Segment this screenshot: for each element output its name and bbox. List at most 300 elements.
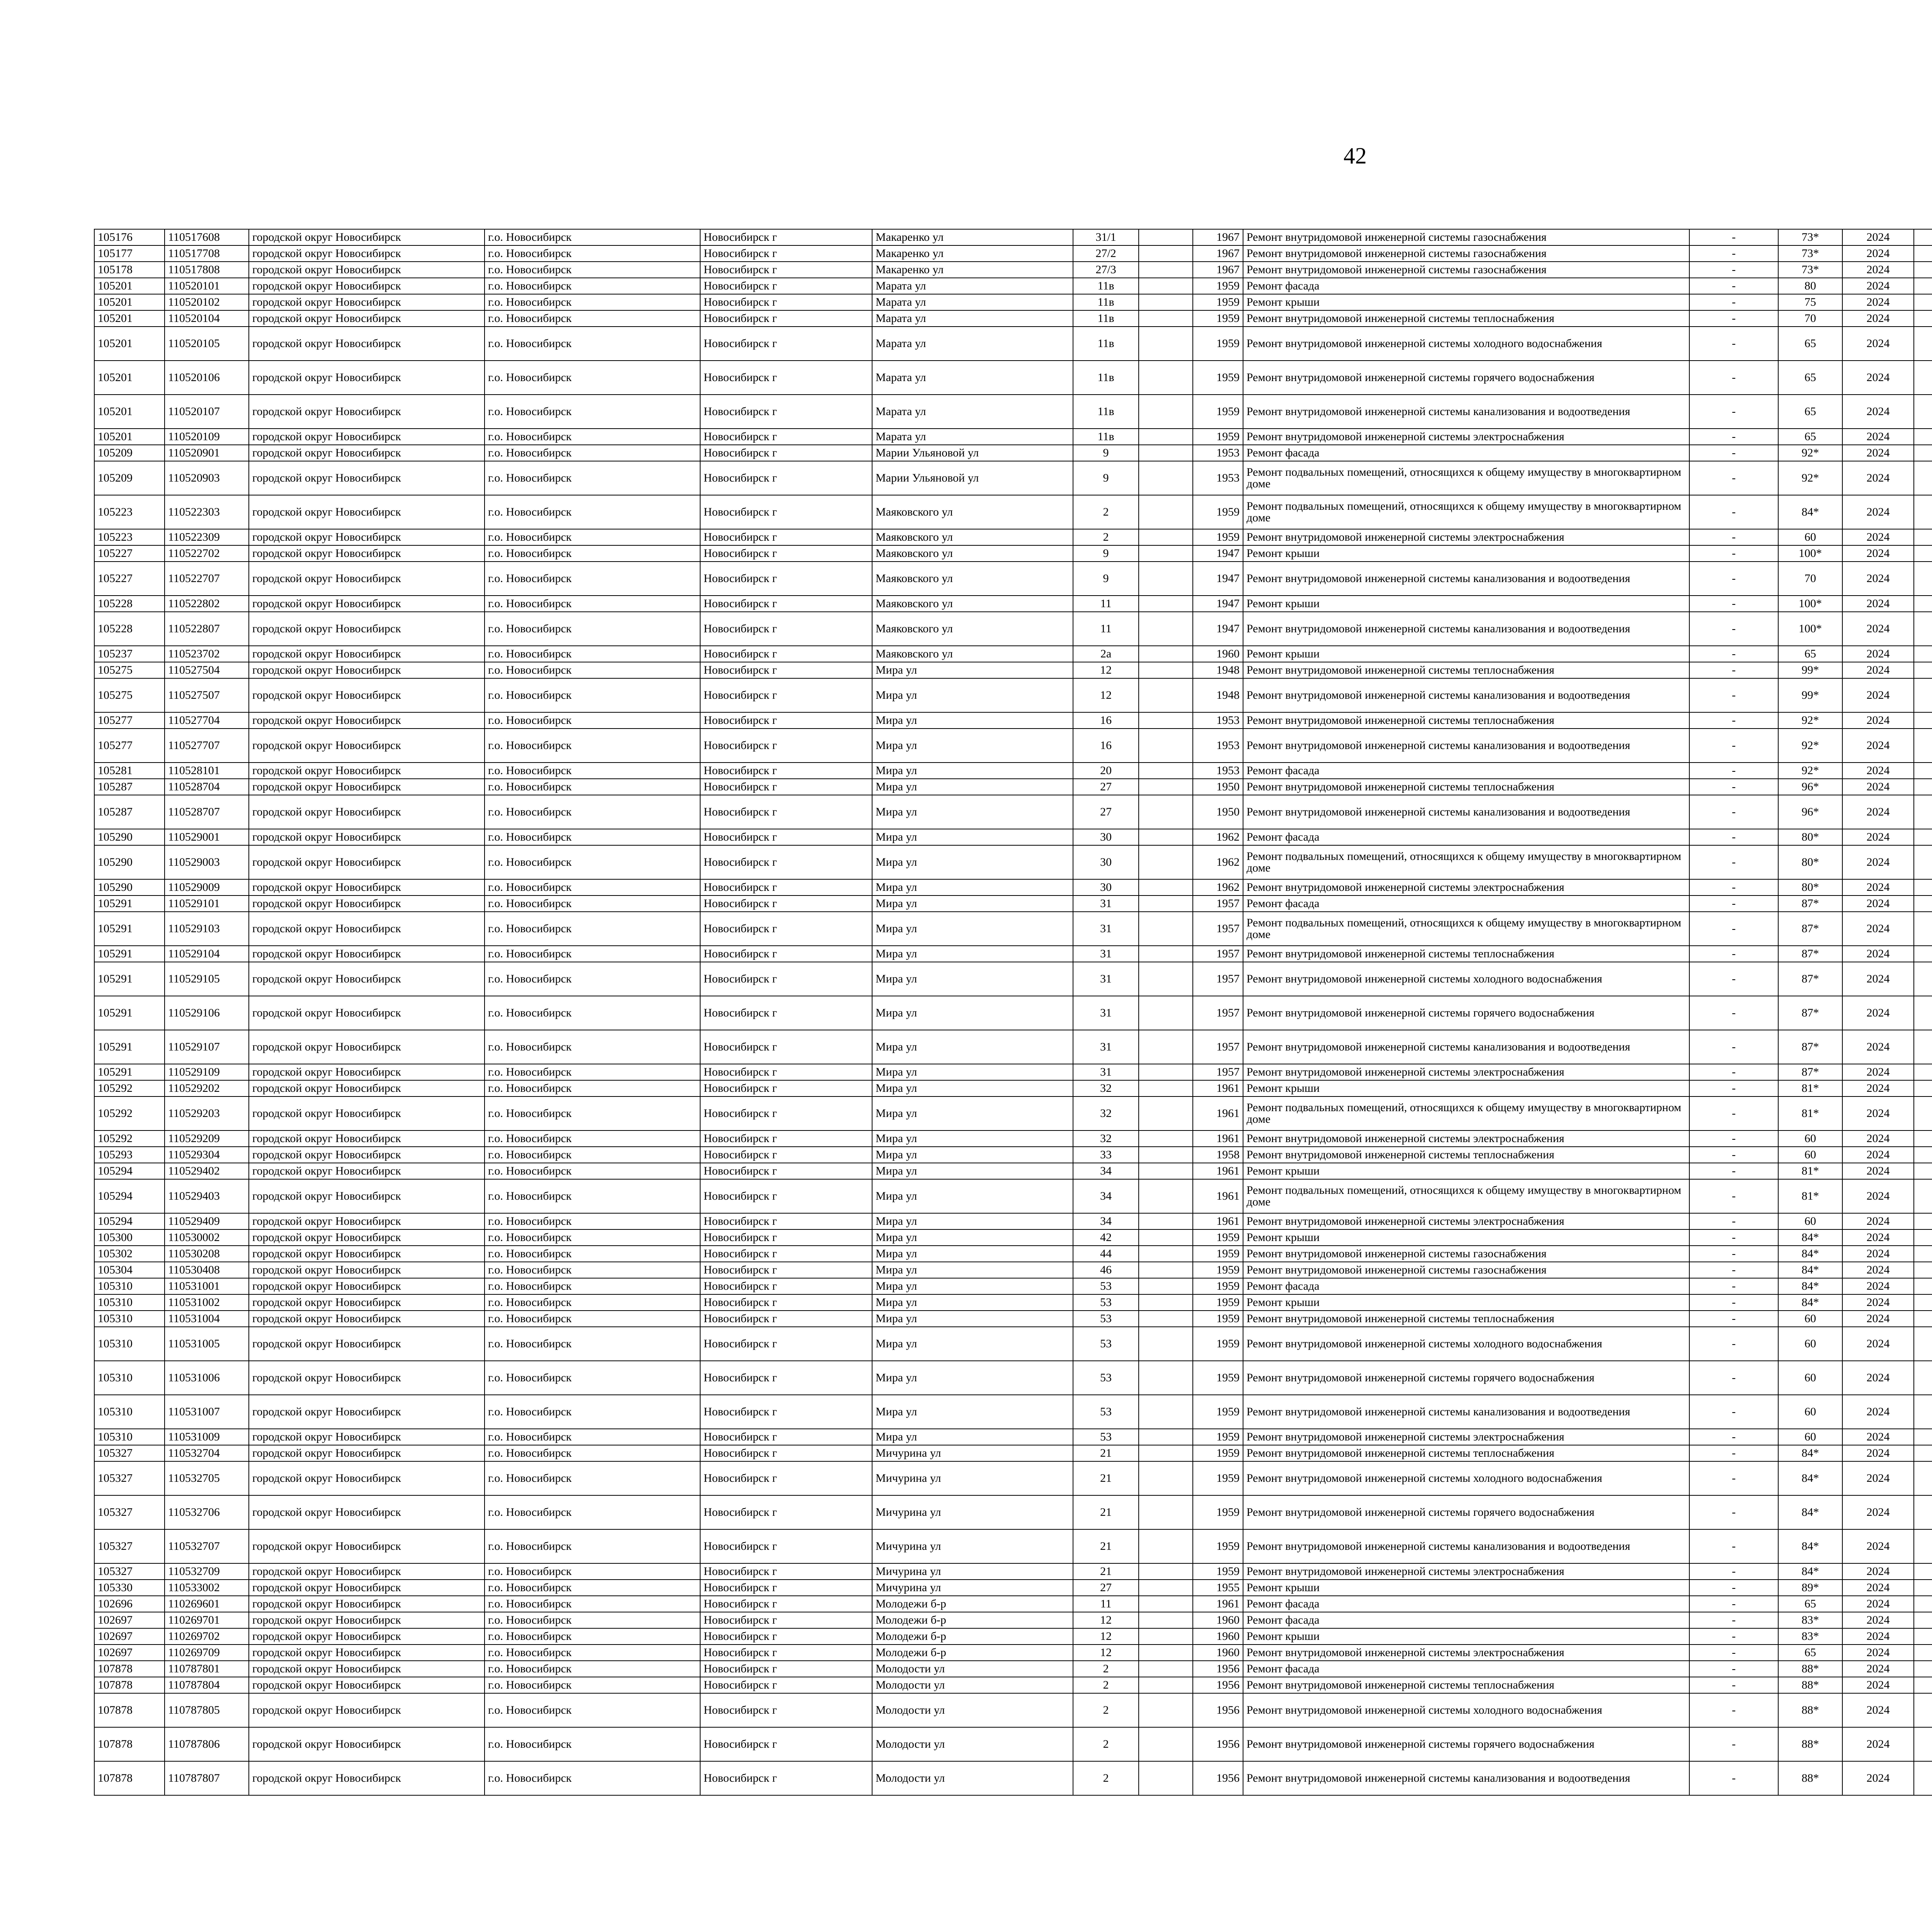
work-type-cell: Ремонт фасада	[1243, 445, 1689, 461]
municipality-cell: г.о. Новосибирск	[485, 1596, 700, 1612]
work-id-cell: 110529009	[165, 879, 249, 896]
municipal-district-cell: городской округ Новосибирск	[249, 795, 485, 829]
wear-percent-cell: 65	[1778, 361, 1842, 395]
house-id-cell: 105291	[94, 946, 165, 962]
municipal-district-cell: городской округ Новосибирск	[249, 1727, 485, 1761]
building-cell	[1139, 845, 1193, 879]
municipal-district-cell: городской округ Новосибирск	[249, 678, 485, 712]
municipal-district-cell: городской округ Новосибирск	[249, 1661, 485, 1677]
municipality-cell: г.о. Новосибирск	[485, 395, 700, 429]
end-year-cell	[1914, 612, 1932, 646]
extra-cell: -	[1689, 845, 1778, 879]
work-id-cell: 110529103	[165, 912, 249, 946]
street-cell: Мира ул	[872, 678, 1073, 712]
year-built-cell: 1947	[1193, 562, 1243, 596]
year-built-cell: 1959	[1193, 278, 1243, 294]
work-type-cell: Ремонт крыши	[1243, 294, 1689, 310]
house-id-cell: 105287	[94, 779, 165, 795]
street-cell: Мира ул	[872, 912, 1073, 946]
work-type-cell: Ремонт внутридомовой инженерной системы электроснабжения	[1243, 529, 1689, 545]
municipal-district-cell: городской округ Новосибирск	[249, 946, 485, 962]
municipality-cell: г.о. Новосибирск	[485, 1529, 700, 1563]
end-year-cell	[1914, 1563, 1932, 1580]
work-type-cell: Ремонт внутридомовой инженерной системы теплоснабжения	[1243, 1147, 1689, 1163]
work-id-cell: 110529402	[165, 1163, 249, 1179]
work-id-cell: 110520901	[165, 445, 249, 461]
street-cell: Мира ул	[872, 1130, 1073, 1147]
wear-percent-cell: 60	[1778, 1395, 1842, 1429]
municipal-district-cell: городской округ Новосибирск	[249, 1294, 485, 1311]
locality-cell: Новосибирск г	[700, 962, 872, 996]
municipal-district-cell: городской округ Новосибирск	[249, 294, 485, 310]
wear-percent-cell: 99*	[1778, 662, 1842, 678]
building-cell	[1139, 395, 1193, 429]
end-year-cell	[1914, 1596, 1932, 1612]
work-id-cell: 110529209	[165, 1130, 249, 1147]
year-built-cell: 1953	[1193, 763, 1243, 779]
house-id-cell: 107878	[94, 1693, 165, 1727]
end-year-cell	[1914, 1495, 1932, 1529]
municipal-district-cell: городской округ Новосибирск	[249, 829, 485, 845]
end-year-cell	[1914, 445, 1932, 461]
locality-cell: Новосибирск г	[700, 1361, 872, 1395]
building-cell	[1139, 1130, 1193, 1147]
municipal-district-cell: городской округ Новосибирск	[249, 1395, 485, 1429]
extra-cell: -	[1689, 1361, 1778, 1395]
start-year-cell: 2024	[1842, 1580, 1914, 1596]
street-cell: Мира ул	[872, 879, 1073, 896]
house-id-cell: 105327	[94, 1529, 165, 1563]
table-row	[94, 1030, 1932, 1064]
street-cell: Марата ул	[872, 429, 1073, 445]
street-cell: Маяковского ул	[872, 529, 1073, 545]
street-cell: Маяковского ул	[872, 646, 1073, 662]
municipality-cell: г.о. Новосибирск	[485, 229, 700, 245]
year-built-cell: 1948	[1193, 662, 1243, 678]
end-year-cell	[1914, 562, 1932, 596]
municipality-cell: г.о. Новосибирск	[485, 1693, 700, 1727]
wear-percent-cell: 84*	[1778, 1294, 1842, 1311]
locality-cell: Новосибирск г	[700, 1311, 872, 1327]
street-cell: Марии Ульяновой ул	[872, 445, 1073, 461]
end-year-cell	[1914, 310, 1932, 327]
house-number-cell: 31	[1073, 996, 1139, 1030]
wear-percent-cell: 80*	[1778, 879, 1842, 896]
building-cell	[1139, 1445, 1193, 1461]
extra-cell: -	[1689, 262, 1778, 278]
municipality-cell: г.о. Новосибирск	[485, 729, 700, 763]
house-number-cell: 9	[1073, 445, 1139, 461]
start-year-cell: 2024	[1842, 712, 1914, 729]
house-number-cell: 12	[1073, 1628, 1139, 1645]
end-year-cell	[1914, 1064, 1932, 1080]
work-id-cell: 110787801	[165, 1661, 249, 1677]
street-cell: Мира ул	[872, 996, 1073, 1030]
locality-cell: Новосибирск г	[700, 1179, 872, 1213]
municipal-district-cell: городской округ Новосибирск	[249, 712, 485, 729]
street-cell: Молодежи б-р	[872, 1628, 1073, 1645]
work-type-cell: Ремонт фасада	[1243, 763, 1689, 779]
house-number-cell: 31	[1073, 896, 1139, 912]
street-cell: Молодости ул	[872, 1761, 1073, 1795]
municipality-cell: г.о. Новосибирск	[485, 429, 700, 445]
start-year-cell: 2024	[1842, 1229, 1914, 1246]
house-id-cell: 105291	[94, 912, 165, 946]
locality-cell: Новосибирск г	[700, 1628, 872, 1645]
house-id-cell: 105223	[94, 529, 165, 545]
wear-percent-cell: 96*	[1778, 779, 1842, 795]
municipality-cell: г.о. Новосибирск	[485, 795, 700, 829]
work-type-cell: Ремонт внутридомовой инженерной системы горячего водоснабжения	[1243, 1495, 1689, 1529]
house-id-cell: 105281	[94, 763, 165, 779]
municipality-cell: г.о. Новосибирск	[485, 962, 700, 996]
extra-cell: -	[1689, 896, 1778, 912]
table-row	[94, 562, 1932, 596]
house-number-cell: 21	[1073, 1445, 1139, 1461]
house-number-cell: 53	[1073, 1395, 1139, 1429]
year-built-cell: 1967	[1193, 245, 1243, 262]
municipal-district-cell: городской округ Новосибирск	[249, 1030, 485, 1064]
year-built-cell: 1947	[1193, 612, 1243, 646]
wear-percent-cell: 100*	[1778, 545, 1842, 562]
locality-cell: Новосибирск г	[700, 245, 872, 262]
house-number-cell: 11в	[1073, 278, 1139, 294]
house-id-cell: 105310	[94, 1294, 165, 1311]
table-row	[94, 729, 1932, 763]
end-year-cell	[1914, 545, 1932, 562]
year-built-cell: 1958	[1193, 1147, 1243, 1163]
street-cell: Молодости ул	[872, 1693, 1073, 1727]
year-built-cell: 1959	[1193, 1461, 1243, 1495]
locality-cell: Новосибирск г	[700, 1080, 872, 1096]
locality-cell: Новосибирск г	[700, 1445, 872, 1461]
building-cell	[1139, 1361, 1193, 1395]
start-year-cell: 2024	[1842, 445, 1914, 461]
year-built-cell: 1950	[1193, 795, 1243, 829]
building-cell	[1139, 1727, 1193, 1761]
extra-cell: -	[1689, 1580, 1778, 1596]
work-type-cell: Ремонт внутридомовой инженерной системы холодного водоснабжения	[1243, 1327, 1689, 1361]
municipality-cell: г.о. Новосибирск	[485, 1612, 700, 1628]
street-cell: Марата ул	[872, 395, 1073, 429]
street-cell: Мира ул	[872, 1311, 1073, 1327]
house-number-cell: 34	[1073, 1163, 1139, 1179]
wear-percent-cell: 99*	[1778, 678, 1842, 712]
end-year-cell	[1914, 763, 1932, 779]
house-id-cell: 102697	[94, 1628, 165, 1645]
extra-cell: -	[1689, 395, 1778, 429]
work-id-cell: 110517808	[165, 262, 249, 278]
work-type-cell: Ремонт внутридомовой инженерной системы канализования и водоотведения	[1243, 1529, 1689, 1563]
end-year-cell	[1914, 896, 1932, 912]
end-year-cell	[1914, 879, 1932, 896]
locality-cell: Новосибирск г	[700, 461, 872, 495]
end-year-cell	[1914, 1147, 1932, 1163]
building-cell	[1139, 1096, 1193, 1130]
house-id-cell: 105294	[94, 1213, 165, 1229]
work-type-cell: Ремонт крыши	[1243, 1628, 1689, 1645]
work-id-cell: 110520104	[165, 310, 249, 327]
work-id-cell: 110517708	[165, 245, 249, 262]
house-id-cell: 105327	[94, 1495, 165, 1529]
year-built-cell: 1953	[1193, 712, 1243, 729]
house-id-cell: 105177	[94, 245, 165, 262]
house-number-cell: 21	[1073, 1563, 1139, 1580]
locality-cell: Новосибирск г	[700, 996, 872, 1030]
building-cell	[1139, 912, 1193, 946]
wear-percent-cell: 60	[1778, 529, 1842, 545]
table-row	[94, 1429, 1932, 1445]
work-type-cell: Ремонт внутридомовой инженерной системы горячего водоснабжения	[1243, 1361, 1689, 1395]
work-id-cell: 110531004	[165, 1311, 249, 1327]
extra-cell: -	[1689, 763, 1778, 779]
municipal-district-cell: городской округ Новосибирск	[249, 1311, 485, 1327]
house-id-cell: 105291	[94, 1030, 165, 1064]
locality-cell: Новосибирск г	[700, 395, 872, 429]
locality-cell: Новосибирск г	[700, 596, 872, 612]
end-year-cell	[1914, 946, 1932, 962]
end-year-cell	[1914, 1429, 1932, 1445]
work-type-cell: Ремонт внутридомовой инженерной системы электроснабжения	[1243, 1563, 1689, 1580]
work-id-cell: 110533002	[165, 1580, 249, 1596]
table-row	[94, 962, 1932, 996]
table-row	[94, 1361, 1932, 1395]
work-id-cell: 110520107	[165, 395, 249, 429]
table-row	[94, 795, 1932, 829]
extra-cell: -	[1689, 1278, 1778, 1294]
extra-cell: -	[1689, 712, 1778, 729]
extra-cell: -	[1689, 310, 1778, 327]
house-number-cell: 20	[1073, 763, 1139, 779]
municipal-district-cell: городской округ Новосибирск	[249, 596, 485, 612]
work-type-cell: Ремонт внутридомовой инженерной системы холодного водоснабжения	[1243, 327, 1689, 361]
locality-cell: Новосибирск г	[700, 879, 872, 896]
year-built-cell: 1957	[1193, 912, 1243, 946]
municipal-district-cell: городской округ Новосибирск	[249, 962, 485, 996]
start-year-cell: 2024	[1842, 294, 1914, 310]
work-type-cell: Ремонт внутридомовой инженерной системы газоснабжения	[1243, 245, 1689, 262]
end-year-cell	[1914, 429, 1932, 445]
house-number-cell: 2а	[1073, 646, 1139, 662]
house-number-cell: 32	[1073, 1080, 1139, 1096]
street-cell: Маяковского ул	[872, 612, 1073, 646]
start-year-cell: 2024	[1842, 1395, 1914, 1429]
start-year-cell: 2024	[1842, 495, 1914, 529]
wear-percent-cell: 60	[1778, 1361, 1842, 1395]
municipality-cell: г.о. Новосибирск	[485, 461, 700, 495]
table-row	[94, 262, 1932, 278]
extra-cell: -	[1689, 495, 1778, 529]
street-cell: Мичурина ул	[872, 1529, 1073, 1563]
house-id-cell: 105290	[94, 829, 165, 845]
locality-cell: Новосибирск г	[700, 1278, 872, 1294]
municipal-district-cell: городской округ Новосибирск	[249, 361, 485, 395]
street-cell: Марата ул	[872, 327, 1073, 361]
street-cell: Мира ул	[872, 1147, 1073, 1163]
building-cell	[1139, 1693, 1193, 1727]
municipal-district-cell: городской округ Новосибирск	[249, 1495, 485, 1529]
end-year-cell	[1914, 1262, 1932, 1278]
house-id-cell: 105228	[94, 612, 165, 646]
year-built-cell: 1959	[1193, 495, 1243, 529]
table-row	[94, 1064, 1932, 1080]
work-type-cell: Ремонт внутридомовой инженерной системы электроснабжения	[1243, 1429, 1689, 1445]
wear-percent-cell: 60	[1778, 1311, 1842, 1327]
building-cell	[1139, 1461, 1193, 1495]
building-cell	[1139, 1246, 1193, 1262]
wear-percent-cell: 87*	[1778, 912, 1842, 946]
work-type-cell: Ремонт внутридомовой инженерной системы канализования и водоотведения	[1243, 729, 1689, 763]
house-number-cell: 9	[1073, 545, 1139, 562]
house-id-cell: 105291	[94, 962, 165, 996]
street-cell: Молодежи б-р	[872, 1612, 1073, 1628]
year-built-cell: 1956	[1193, 1661, 1243, 1677]
building-cell	[1139, 1395, 1193, 1429]
extra-cell: -	[1689, 1563, 1778, 1580]
start-year-cell: 2024	[1842, 612, 1914, 646]
year-built-cell: 1961	[1193, 1130, 1243, 1147]
locality-cell: Новосибирск г	[700, 678, 872, 712]
municipality-cell: г.о. Новосибирск	[485, 1461, 700, 1495]
work-type-cell: Ремонт крыши	[1243, 545, 1689, 562]
street-cell: Мира ул	[872, 962, 1073, 996]
end-year-cell	[1914, 529, 1932, 545]
table-row	[94, 1529, 1932, 1563]
end-year-cell	[1914, 1628, 1932, 1645]
building-cell	[1139, 327, 1193, 361]
work-type-cell: Ремонт крыши	[1243, 1229, 1689, 1246]
municipal-district-cell: городской округ Новосибирск	[249, 662, 485, 678]
building-cell	[1139, 361, 1193, 395]
locality-cell: Новосибирск г	[700, 1030, 872, 1064]
end-year-cell	[1914, 278, 1932, 294]
table-row	[94, 310, 1932, 327]
municipality-cell: г.о. Новосибирск	[485, 763, 700, 779]
municipality-cell: г.о. Новосибирск	[485, 1213, 700, 1229]
locality-cell: Новосибирск г	[700, 912, 872, 946]
work-id-cell: 110529003	[165, 845, 249, 879]
end-year-cell	[1914, 829, 1932, 845]
municipal-district-cell: городской округ Новосибирск	[249, 1262, 485, 1278]
locality-cell: Новосибирск г	[700, 946, 872, 962]
house-id-cell: 105294	[94, 1179, 165, 1213]
house-number-cell: 2	[1073, 495, 1139, 529]
house-number-cell: 42	[1073, 1229, 1139, 1246]
year-built-cell: 1959	[1193, 361, 1243, 395]
year-built-cell: 1959	[1193, 429, 1243, 445]
house-id-cell: 107878	[94, 1761, 165, 1795]
house-id-cell: 105201	[94, 278, 165, 294]
work-id-cell: 110529001	[165, 829, 249, 845]
end-year-cell	[1914, 1461, 1932, 1495]
house-id-cell: 105310	[94, 1395, 165, 1429]
year-built-cell: 1959	[1193, 1262, 1243, 1278]
work-type-cell: Ремонт фасада	[1243, 896, 1689, 912]
municipality-cell: г.о. Новосибирск	[485, 1096, 700, 1130]
work-type-cell: Ремонт внутридомовой инженерной системы электроснабжения	[1243, 879, 1689, 896]
house-id-cell: 105291	[94, 996, 165, 1030]
street-cell: Марата ул	[872, 310, 1073, 327]
work-id-cell: 110520903	[165, 461, 249, 495]
locality-cell: Новосибирск г	[700, 1327, 872, 1361]
end-year-cell	[1914, 1761, 1932, 1795]
house-number-cell: 11в	[1073, 395, 1139, 429]
street-cell: Мира ул	[872, 1429, 1073, 1445]
locality-cell: Новосибирск г	[700, 445, 872, 461]
wear-percent-cell: 87*	[1778, 1064, 1842, 1080]
work-id-cell: 110529409	[165, 1213, 249, 1229]
table-row	[94, 1628, 1932, 1645]
work-type-cell: Ремонт внутридомовой инженерной системы газоснабжения	[1243, 262, 1689, 278]
work-id-cell: 110522707	[165, 562, 249, 596]
municipality-cell: г.о. Новосибирск	[485, 545, 700, 562]
table-row	[94, 327, 1932, 361]
wear-percent-cell: 88*	[1778, 1727, 1842, 1761]
end-year-cell	[1914, 662, 1932, 678]
start-year-cell: 2024	[1842, 1529, 1914, 1563]
year-built-cell: 1959	[1193, 1278, 1243, 1294]
start-year-cell: 2024	[1842, 229, 1914, 245]
end-year-cell	[1914, 1213, 1932, 1229]
table-row	[94, 1563, 1932, 1580]
extra-cell: -	[1689, 678, 1778, 712]
street-cell: Мичурина ул	[872, 1580, 1073, 1596]
start-year-cell: 2024	[1842, 779, 1914, 795]
table-row	[94, 1495, 1932, 1529]
wear-percent-cell: 65	[1778, 1596, 1842, 1612]
building-cell	[1139, 763, 1193, 779]
street-cell: Марата ул	[872, 278, 1073, 294]
house-number-cell: 11в	[1073, 310, 1139, 327]
wear-percent-cell: 84*	[1778, 1461, 1842, 1495]
start-year-cell: 2024	[1842, 946, 1914, 962]
table-row	[94, 712, 1932, 729]
street-cell: Мира ул	[872, 729, 1073, 763]
house-number-cell: 21	[1073, 1529, 1139, 1563]
building-cell	[1139, 779, 1193, 795]
house-number-cell: 2	[1073, 529, 1139, 545]
street-cell: Мира ул	[872, 1246, 1073, 1262]
house-id-cell: 107878	[94, 1661, 165, 1677]
municipality-cell: г.о. Новосибирск	[485, 1761, 700, 1795]
street-cell: Мира ул	[872, 712, 1073, 729]
street-cell: Мира ул	[872, 1395, 1073, 1429]
house-id-cell: 105304	[94, 1262, 165, 1278]
work-id-cell: 110531006	[165, 1361, 249, 1395]
municipal-district-cell: городской округ Новосибирск	[249, 1529, 485, 1563]
work-id-cell: 110520102	[165, 294, 249, 310]
end-year-cell	[1914, 996, 1932, 1030]
street-cell: Мира ул	[872, 946, 1073, 962]
start-year-cell: 2024	[1842, 562, 1914, 596]
building-cell	[1139, 1229, 1193, 1246]
street-cell: Молодости ул	[872, 1727, 1073, 1761]
building-cell	[1139, 278, 1193, 294]
street-cell: Молодости ул	[872, 1677, 1073, 1693]
house-number-cell: 12	[1073, 1645, 1139, 1661]
building-cell	[1139, 646, 1193, 662]
municipality-cell: г.о. Новосибирск	[485, 646, 700, 662]
municipal-district-cell: городской округ Новосибирск	[249, 229, 485, 245]
municipal-district-cell: городской округ Новосибирск	[249, 1612, 485, 1628]
locality-cell: Новосибирск г	[700, 612, 872, 646]
locality-cell: Новосибирск г	[700, 1395, 872, 1429]
year-built-cell: 1959	[1193, 1529, 1243, 1563]
year-built-cell: 1962	[1193, 829, 1243, 845]
end-year-cell	[1914, 229, 1932, 245]
building-cell	[1139, 1080, 1193, 1096]
table-row	[94, 1727, 1932, 1761]
